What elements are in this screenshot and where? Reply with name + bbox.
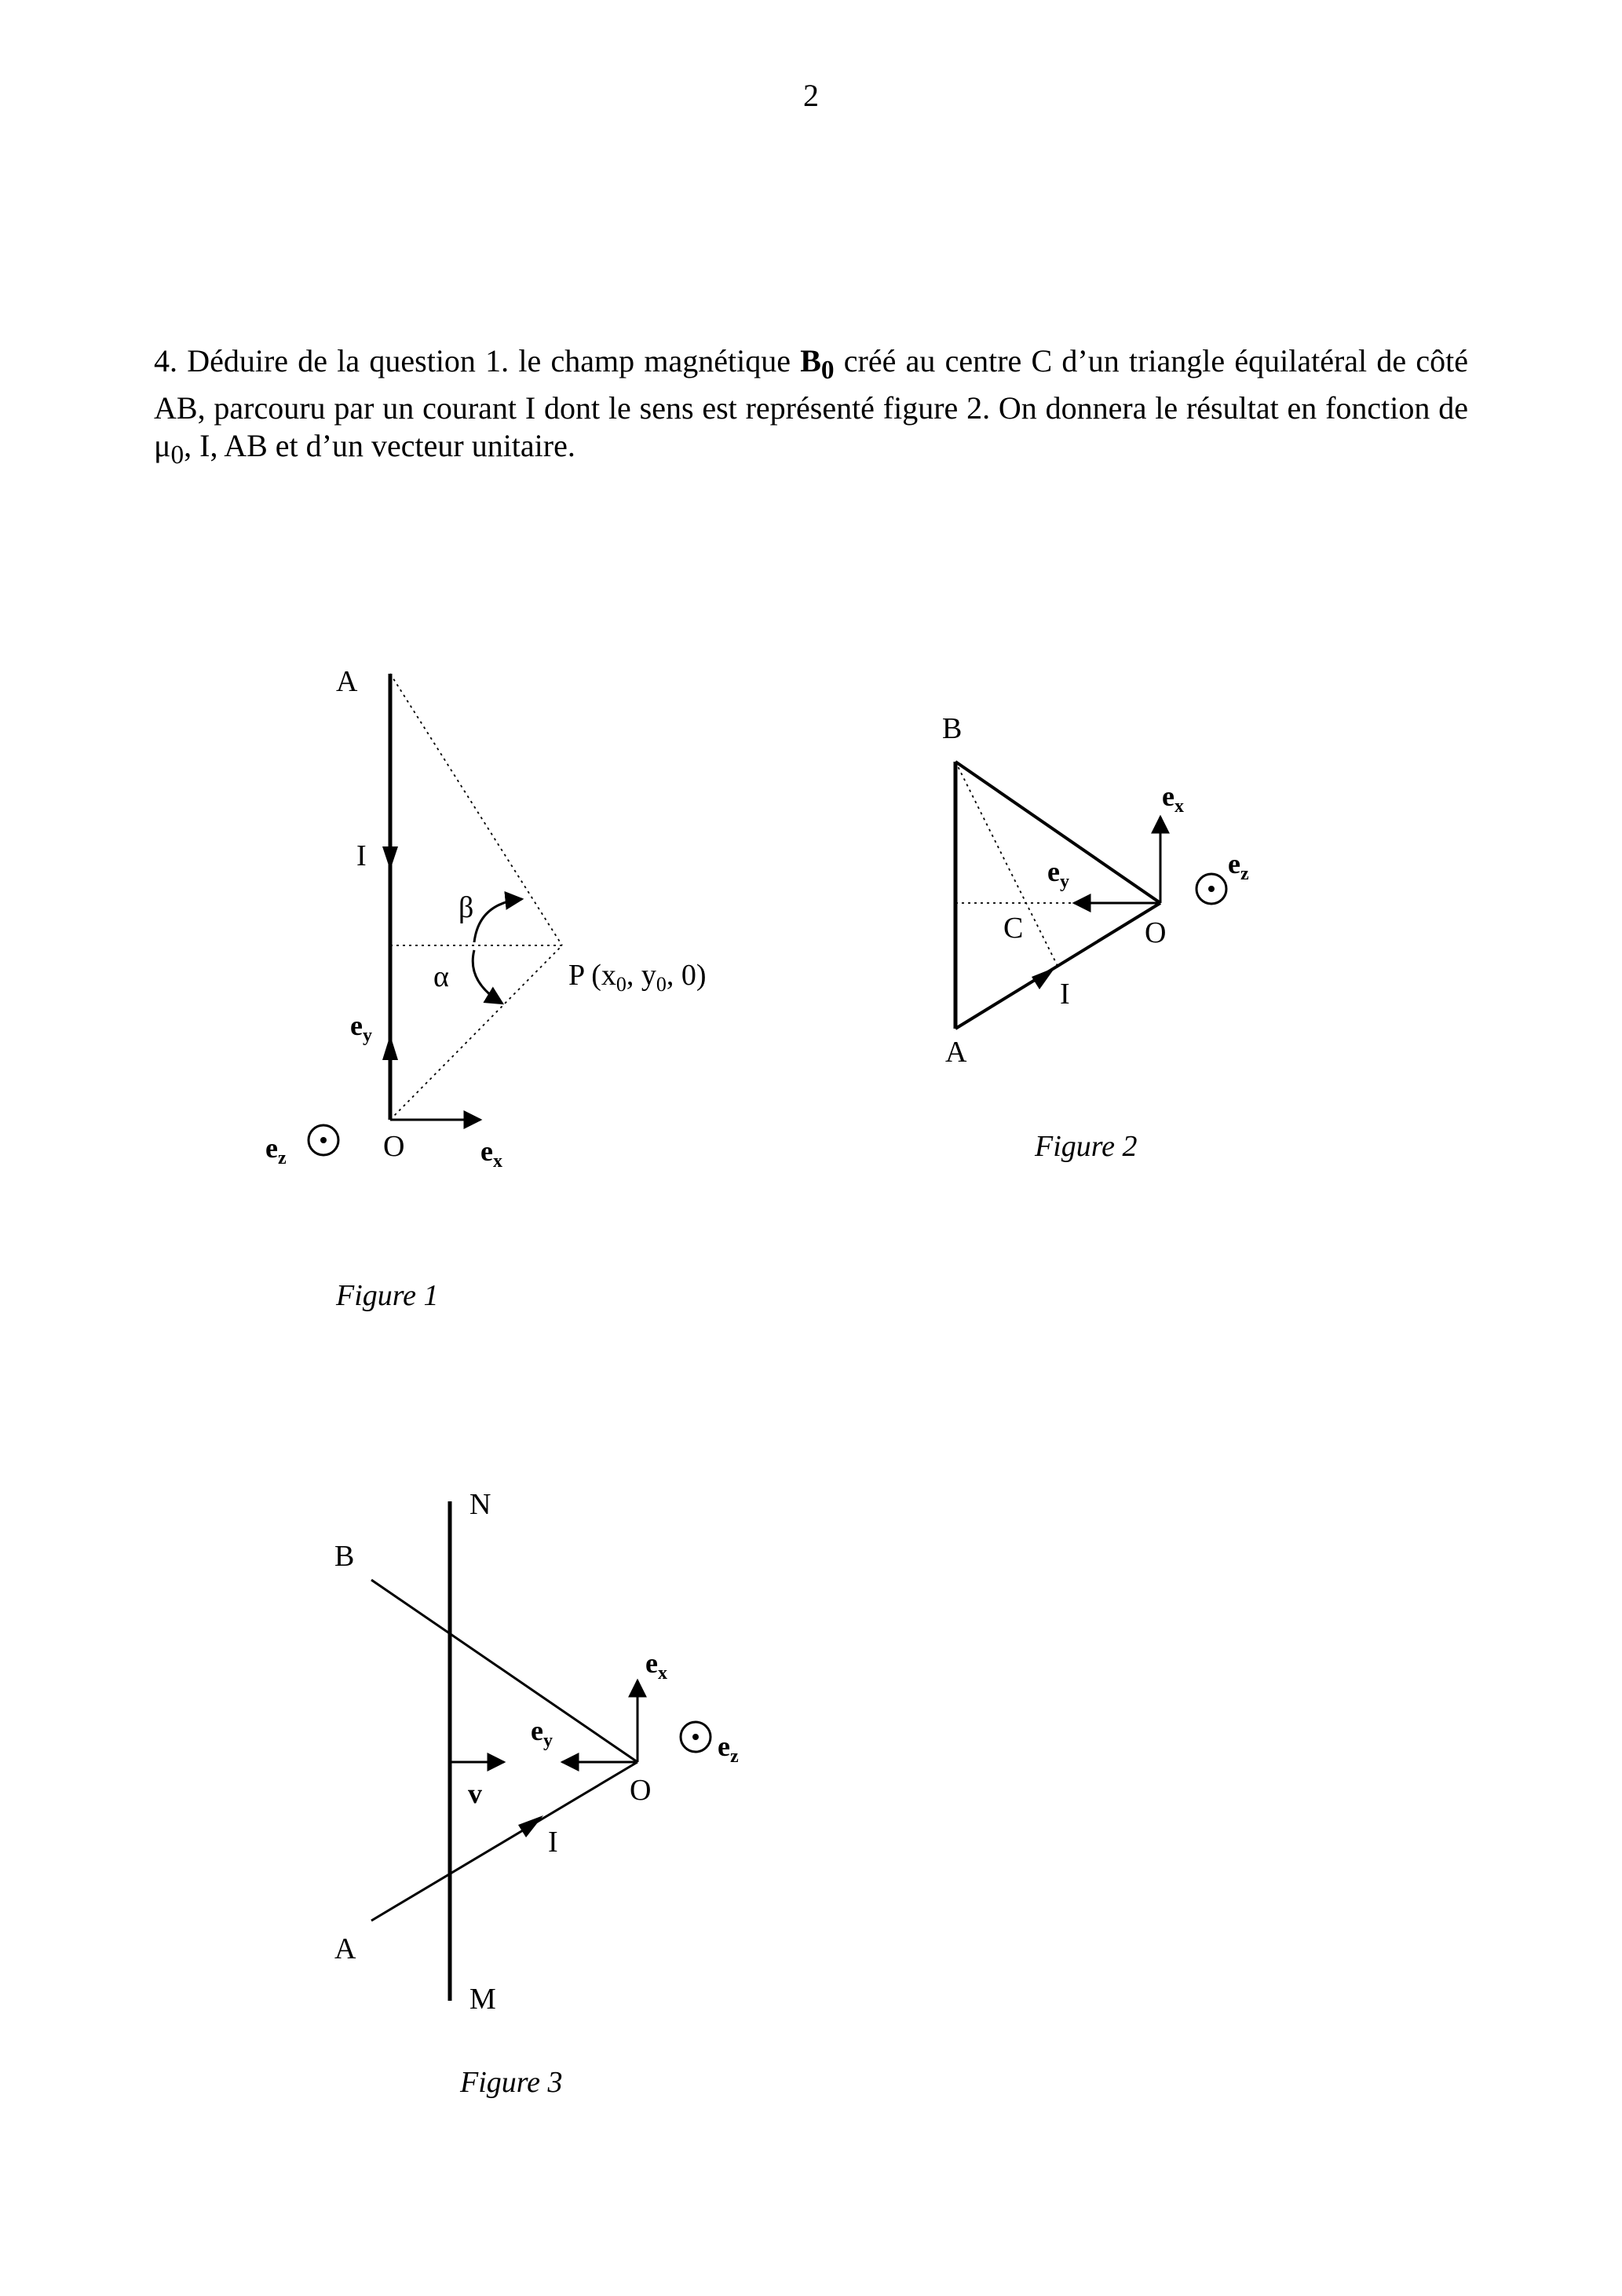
current-arrow <box>1032 967 1055 989</box>
label-ez: $e_z$ <box>265 1132 287 1168</box>
label-ez: $e_z$ <box>1228 848 1249 884</box>
figure-3 <box>334 1488 739 2099</box>
label-alpha: α <box>433 960 449 993</box>
line-a-o <box>371 1762 637 1921</box>
ez-dot <box>692 1734 699 1740</box>
label-a: A <box>945 1036 967 1069</box>
label-current: I <box>356 839 367 872</box>
current-arrow <box>518 1815 543 1837</box>
question-number: 4. <box>154 343 177 378</box>
figure-3-caption: Figure 3 <box>460 2066 563 2099</box>
label-beta: β <box>458 891 474 924</box>
alpha-arc <box>473 950 502 1004</box>
label-v: v <box>468 1778 482 1809</box>
label-c: C <box>1003 912 1024 945</box>
dotted-o-p <box>390 945 562 1120</box>
current-arrow-down <box>382 846 398 870</box>
label-m: M <box>469 1983 496 2016</box>
label-current: I <box>1060 978 1070 1011</box>
label-p: P ($x_0$, $y_0$, 0) <box>568 959 707 996</box>
label-b: B <box>942 712 963 745</box>
line-b-o <box>371 1580 637 1762</box>
question-text-part1: Déduire de la question 1. le champ magnétique <box>187 343 801 378</box>
label-b: B <box>334 1540 355 1573</box>
ey-arrow-up <box>382 1035 398 1060</box>
side-a-o <box>955 903 1160 1029</box>
figure-1 <box>265 665 707 1312</box>
question-text-part2: créé au centre C d’un triangle équilatéral de côté AB, parcouru par un courant I dont le sens est représenté figure 2. On donnera le résultat en fonction de μ <box>154 343 1468 463</box>
label-n: N <box>469 1488 491 1521</box>
label-o: O <box>630 1774 652 1807</box>
label-ey: $e_y$ <box>350 1010 372 1046</box>
field-symbol: $B_0$ <box>800 343 835 385</box>
ez-dot <box>320 1137 327 1143</box>
question-text-part3: , I, AB et d’un vecteur unitaire. <box>184 428 575 463</box>
ez-dot <box>1208 886 1215 892</box>
beta-arc <box>474 899 522 942</box>
label-ex: $e_x$ <box>645 1647 667 1684</box>
label-current: I <box>548 1826 558 1859</box>
label-ey: $e_y$ <box>1047 856 1069 892</box>
figure-2 <box>942 712 1249 1163</box>
label-o: O <box>383 1130 405 1163</box>
label-ex: $e_x$ <box>1162 781 1184 817</box>
label-a: A <box>334 1932 356 1965</box>
label-ey: $e_y$ <box>531 1715 553 1751</box>
dotted-a-p <box>390 674 562 945</box>
label-ex: $e_x$ <box>480 1135 502 1172</box>
label-o: O <box>1145 916 1167 949</box>
figure-1-caption: Figure 1 <box>336 1279 439 1312</box>
mu-subscript: 0 <box>170 441 184 470</box>
label-ez: $e_z$ <box>718 1731 739 1767</box>
label-a: A <box>336 665 358 698</box>
page-number: 2 <box>803 78 819 113</box>
figure-2-caption: Figure 2 <box>1035 1130 1138 1163</box>
